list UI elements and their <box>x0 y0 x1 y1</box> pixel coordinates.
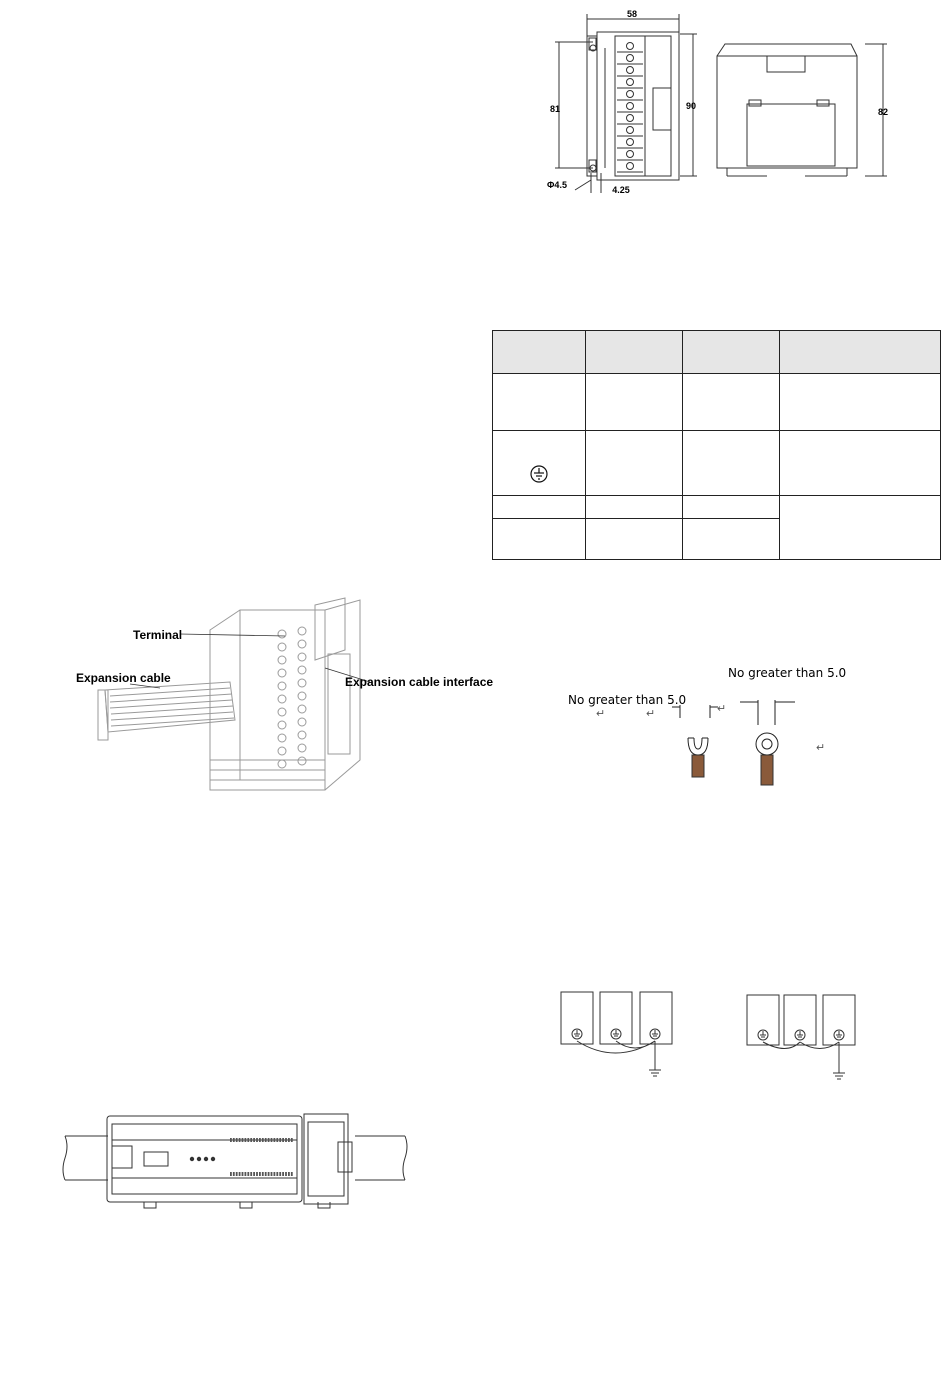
cable-lug-figure <box>560 660 860 795</box>
table-cell <box>586 496 683 519</box>
dim-side-height-label: 82 <box>877 107 889 117</box>
dim-width-label: 58 <box>626 9 638 19</box>
table-cell <box>683 496 780 519</box>
table-header-cell <box>780 331 941 374</box>
table-cell <box>780 431 941 496</box>
table-cell <box>780 374 941 431</box>
table-row <box>493 374 941 431</box>
table-header-cell <box>586 331 683 374</box>
table-cell <box>683 431 780 496</box>
dim-height-left-label: 81 <box>549 104 561 114</box>
table-header-cell <box>683 331 780 374</box>
din-rail-figure <box>60 1108 415 1208</box>
dim-hole-label: Φ4.5 <box>547 180 567 190</box>
terminal-label: Terminal <box>133 628 183 642</box>
expansion-cable-label: Expansion cable <box>76 671 171 685</box>
table-cell <box>683 519 780 560</box>
return-mark: ↵ <box>646 708 656 720</box>
table-row <box>493 431 941 496</box>
table-cell <box>586 431 683 496</box>
return-mark: ↵ <box>596 708 606 720</box>
expansion-interface-label: Expansion cable interface <box>345 675 494 689</box>
table-cell <box>683 374 780 431</box>
grounding-figure <box>555 985 865 1090</box>
table-row <box>493 496 941 519</box>
table-cell <box>586 519 683 560</box>
return-mark: ↵ <box>717 703 727 715</box>
ground-icon <box>529 464 549 484</box>
table-cell <box>586 374 683 431</box>
table-header-row <box>493 331 941 374</box>
dimension-drawing <box>535 8 915 203</box>
table-cell <box>780 496 941 560</box>
table-cell <box>493 519 586 560</box>
table-cell <box>493 374 586 431</box>
lug-left-note: No greater than 5.0 <box>568 693 687 707</box>
spec-table <box>492 330 941 560</box>
table-cell <box>493 496 586 519</box>
table-header-cell <box>493 331 586 374</box>
lug-right-note: No greater than 5.0 <box>728 666 847 680</box>
dim-offset-label: 4.25 <box>612 185 630 195</box>
module-cable-figure <box>70 590 494 805</box>
return-mark: ↵ <box>816 742 826 754</box>
table-cell <box>493 431 586 496</box>
dim-height-right-label: 90 <box>685 101 697 111</box>
